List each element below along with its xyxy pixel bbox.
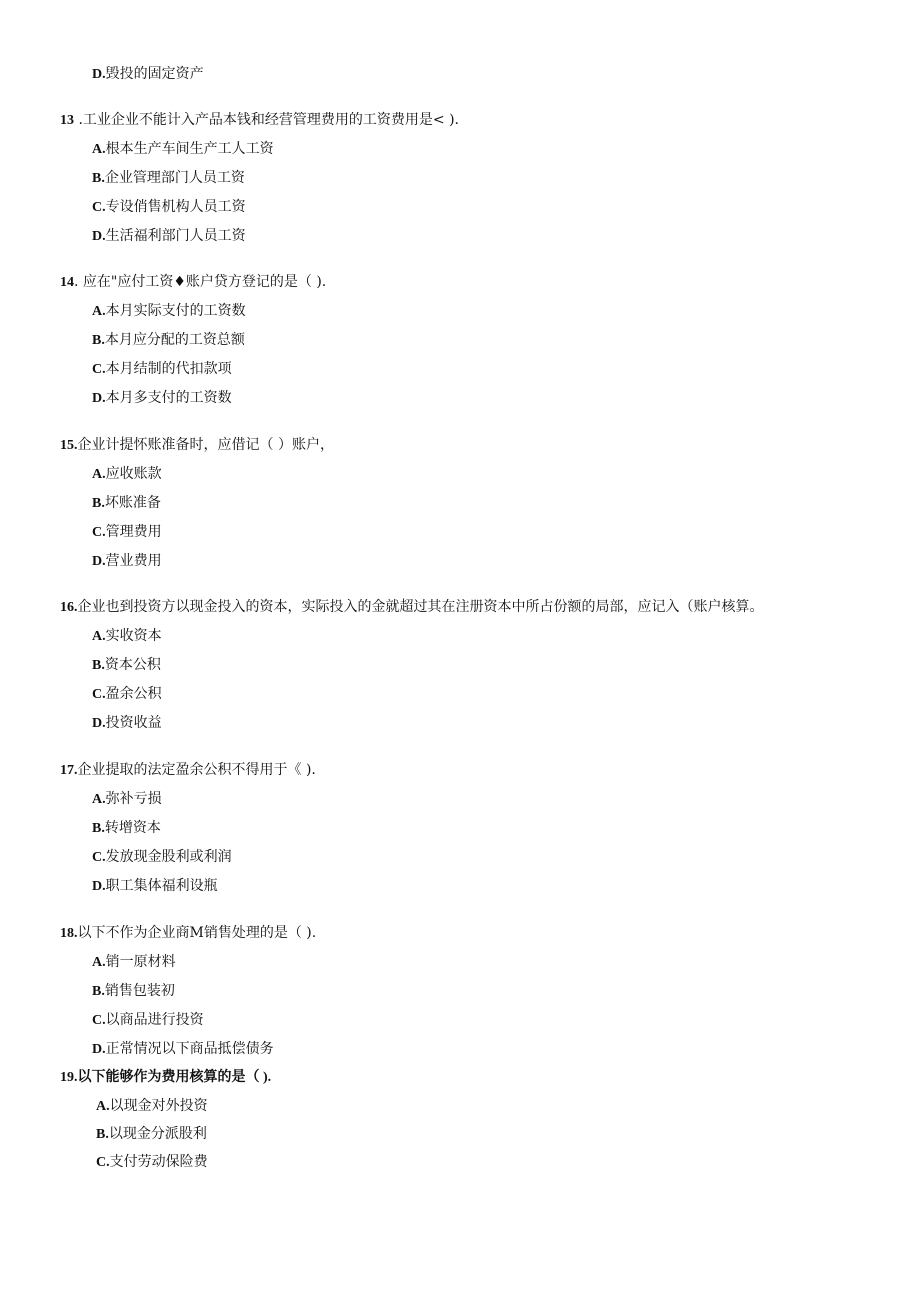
- option-13-b: [92, 169, 245, 188]
- option-16-a: [92, 627, 162, 646]
- option-text: 资本公积: [104, 657, 161, 673]
- question-text: 以下不作为企业商M销售处理的是（ ).: [77, 925, 317, 941]
- question-text: .工业企业不能计入产品本钱和经营管理费用的工资费用是< ).: [74, 112, 459, 128]
- option-text: 盈余公积: [105, 686, 162, 702]
- option-text: 转增资本: [104, 820, 161, 836]
- option-letter: D.: [92, 67, 106, 82]
- option-17-c: [92, 848, 232, 867]
- option-12-d: [92, 65, 204, 84]
- option-text: 应收账款: [105, 466, 162, 482]
- option-14-c: [92, 360, 232, 379]
- option-letter: B.: [92, 821, 105, 836]
- option-19-a: [96, 1097, 208, 1116]
- question-13: [60, 111, 459, 130]
- option-16-b: [92, 656, 161, 675]
- option-16-c: [92, 685, 162, 704]
- option-text: 销一原材料: [105, 954, 176, 970]
- option-14-a: [92, 302, 246, 321]
- option-text: 坏账准备: [104, 495, 161, 511]
- option-letter: A.: [92, 304, 106, 319]
- question-18: [60, 924, 316, 943]
- question-16: [60, 598, 764, 617]
- option-text: 销售包装初: [104, 983, 175, 999]
- option-text: 生活福利部门人员工资: [105, 228, 246, 244]
- question-text: 企业提取的法定盈余公积不得用于《 ).: [77, 762, 316, 778]
- question-14: [60, 273, 326, 292]
- option-letter: A.: [92, 629, 106, 644]
- option-letter: A.: [92, 792, 106, 807]
- option-letter: D.: [92, 391, 106, 406]
- option-text: 本月结制的代扣款项: [105, 361, 232, 377]
- option-text: 实收资本: [105, 628, 162, 644]
- option-16-d: [92, 714, 162, 733]
- question-17: [60, 761, 316, 780]
- option-13-a: [92, 140, 274, 159]
- option-letter: C.: [92, 525, 106, 540]
- option-letter: D.: [92, 716, 106, 731]
- option-letter: B.: [92, 333, 105, 348]
- option-text: 本月实际支付的工资数: [105, 303, 246, 319]
- question-number: 16.: [60, 600, 78, 615]
- option-19-c: [96, 1153, 208, 1172]
- option-letter: B.: [92, 496, 105, 511]
- option-text: 根本生产车间生产工人工资: [105, 141, 274, 157]
- question-number: 19.: [60, 1070, 78, 1085]
- option-18-b: [92, 982, 175, 1001]
- question-number: 18.: [60, 926, 78, 941]
- option-text: 专设俏售机构人员工资: [105, 199, 246, 215]
- question-number: 15.: [60, 438, 78, 453]
- option-18-a: [92, 953, 176, 972]
- option-letter: B.: [92, 658, 105, 673]
- option-letter: C.: [92, 200, 106, 215]
- option-letter: D.: [92, 879, 106, 894]
- option-letter: C.: [92, 1013, 106, 1028]
- option-15-a: [92, 465, 162, 484]
- option-18-d: [92, 1040, 274, 1059]
- option-14-d: [92, 389, 232, 408]
- option-letter: C.: [92, 362, 106, 377]
- option-17-a: [92, 790, 162, 809]
- option-15-d: [92, 552, 162, 571]
- option-text: 投资收益: [105, 715, 162, 731]
- option-13-d: [92, 227, 246, 246]
- option-text: 以现金对外投资: [109, 1098, 208, 1114]
- option-text: 发放现金股利或利润: [105, 849, 232, 865]
- option-text: 支付劳动保险费: [109, 1154, 208, 1170]
- option-letter: D.: [92, 1042, 106, 1057]
- option-13-c: [92, 198, 246, 217]
- option-text: 以现金分派股利: [108, 1126, 207, 1142]
- question-number: 17.: [60, 763, 78, 778]
- option-letter: C.: [96, 1155, 110, 1170]
- option-15-c: [92, 523, 162, 542]
- question-number: 14: [60, 275, 74, 290]
- option-letter: B.: [92, 171, 105, 186]
- option-letter: B.: [92, 984, 105, 999]
- question-text: 企业计提怀账准备时，应借记（ ）账户，: [77, 437, 334, 453]
- option-14-b: [92, 331, 245, 350]
- option-text: 以商品进行投资: [105, 1012, 204, 1028]
- option-letter: D.: [92, 554, 106, 569]
- option-17-d: [92, 877, 218, 896]
- option-text: 本月应分配的工资总额: [104, 332, 245, 348]
- option-19-b: [96, 1125, 207, 1144]
- option-letter: C.: [92, 687, 106, 702]
- question-text: 企业也到投资方以现金投入的资本，实际投入的金就超过其在注册资本中所占份额的局部，应记入（账户核算。: [77, 599, 764, 615]
- question-number: 13: [60, 113, 74, 128]
- option-letter: C.: [92, 850, 106, 865]
- option-letter: B.: [96, 1127, 109, 1142]
- question-text: . 应在"应付工资♦账户贷方登记的是（ ).: [74, 274, 327, 290]
- question-text: 以下能够作为费用核算的是（ ).: [77, 1070, 272, 1085]
- question-19: [60, 1068, 271, 1087]
- option-15-b: [92, 494, 161, 513]
- question-15: [60, 436, 334, 455]
- option-text: 营业费用: [105, 553, 162, 569]
- option-letter: A.: [92, 467, 106, 482]
- option-18-c: [92, 1011, 204, 1030]
- option-text: 正常情况以下商品抵偿债务: [105, 1041, 274, 1057]
- option-text: 企业管理部门人员工资: [104, 170, 245, 186]
- option-text: 本月多支付的工资数: [105, 390, 232, 406]
- option-letter: A.: [92, 955, 106, 970]
- option-text: 毁投的固定资产: [105, 66, 204, 82]
- option-letter: D.: [92, 229, 106, 244]
- option-text: 管理费用: [105, 524, 162, 540]
- option-text: 职工集体福利设瓶: [105, 878, 218, 894]
- option-letter: A.: [92, 142, 106, 157]
- option-17-b: [92, 819, 161, 838]
- option-text: 弥补亏损: [105, 791, 162, 807]
- option-letter: A.: [96, 1099, 110, 1114]
